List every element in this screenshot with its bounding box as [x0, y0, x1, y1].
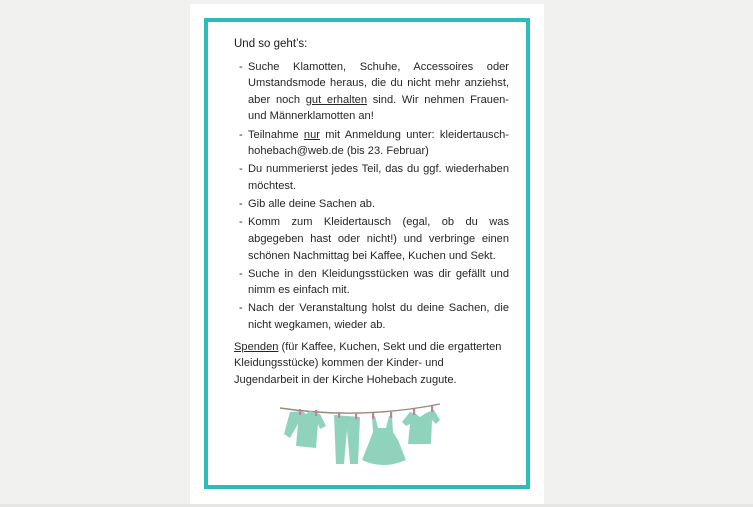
document-content	[234, 36, 509, 388]
list-item: - Suche in den Kleidungsstücken was dir gefällt und nimm es einfach mit.	[248, 266, 509, 299]
document-page	[190, 4, 544, 507]
list-item: - Suche Klamotten, Schuhe, Accessoires oder Umstandsmode heraus, die du nicht mehr anziehst, aber noch gut erhalten sind. Wir nehmen Frauen- und Männerklamotten an!	[248, 59, 509, 125]
donation-note: Spenden (für Kaffee, Kuchen, Sekt und die ergatterten Kleidungsstücke) kommen der Kinder- und Jugendarbeit in der Kirche Hohebach zugute.	[234, 340, 502, 386]
underlined-text: gut erhalten	[305, 93, 368, 106]
list-item: - Gib alle deine Sachen ab.	[248, 196, 509, 213]
donation-lead: Spenden	[234, 340, 279, 353]
list-item: - Teilnahme nur mit Anmeldung unter: kleidertausch-hohebach@web.de (bis 23. Februar)	[248, 127, 509, 160]
list-item: - Komm zum Kleidertausch (egal, ob du was abgegeben hast oder nicht!) und verbringe einen schönen Nachmittag bei Kaffee, Kuchen und Sekt.	[248, 214, 509, 264]
list-item: - Nach der Veranstaltung holst du deine Sachen, die nicht wegkamen, wieder ab.	[248, 300, 509, 333]
instruction-list	[234, 59, 509, 334]
underlined-text: nur	[303, 128, 320, 141]
list-item: - Du nummerierst jedes Teil, das du ggf. wiederhaben möchtest.	[248, 161, 509, 194]
clothesline-icon	[276, 400, 444, 470]
page-heading: Und so geht’s:	[234, 38, 308, 50]
